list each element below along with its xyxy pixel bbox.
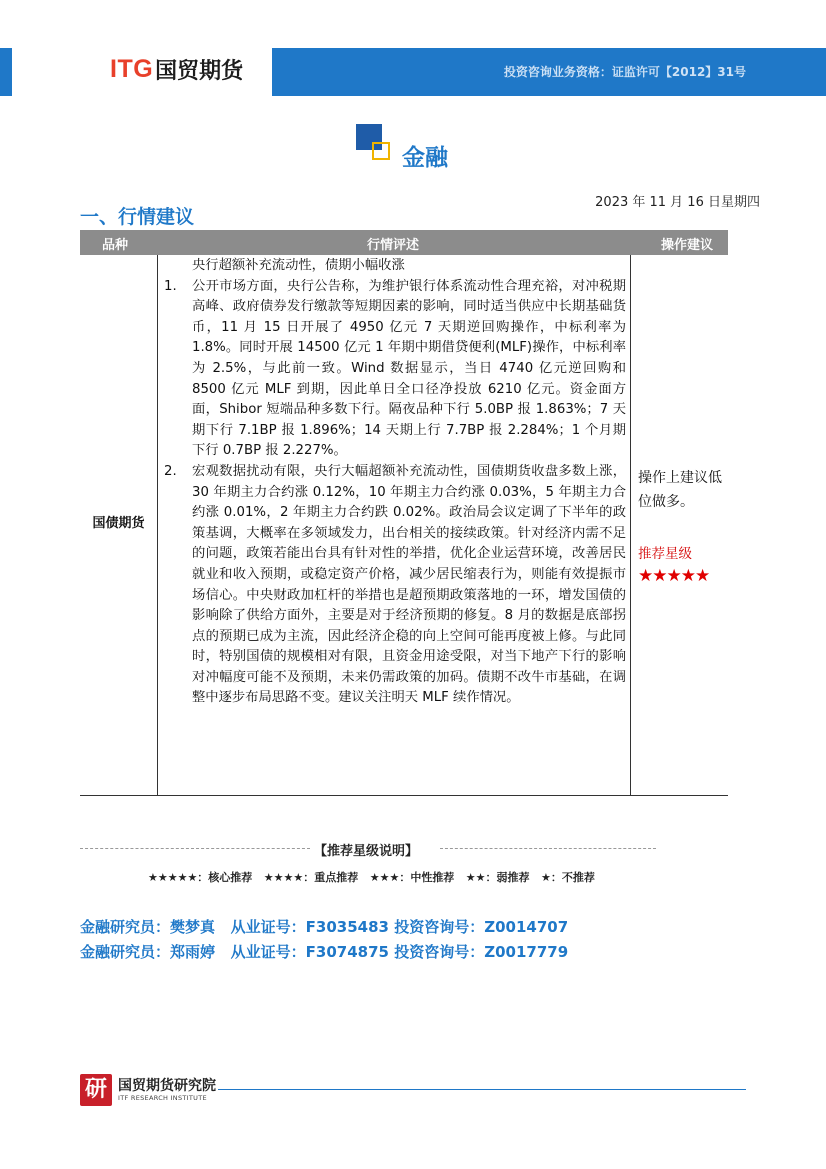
product-cell: 国债期货 — [92, 516, 145, 531]
legend-divider-left — [80, 848, 310, 849]
comment-item-text: 宏观数据扰动有限，央行大幅超额补充流动性，国债期货收盘多数上涨，30 年期主力合约涨 0.12%，10 年期主力合约涨 0.03%，5 年期主力合约涨 0.01%，2 年期主力合约跌 0.02%。政治局会议定调了下半年的政策基调，大概率在多领域发力，出台相关的接续政策。针对经济内需不足的问题，政策若能出台具有针对性的举措，优化企业运营环境，改善居民就业和收入预期，或稳定资产价格，减少居民缩表行为，则能有效提振市场信心。中央财政加杠杆的举措也是超预期政策落地的一环，增发国债的影响除了供给方面外，主要是对于经济预期的修复。8 月的数据是底部拐点的预期已成为主流，因此经济企稳的向上空间可能再度被上修。与此同时，特别国债的规模相对有限，且资金用途受限，对当下地产下行的影响对冲幅度可能不及预期，未来仍需政策的加码。债期不改牛市基础，在调整中逐步布局思路不变。建议关注明天 MLF 续作情况。 — [192, 463, 626, 706]
comment-item-number: 1. — [164, 278, 177, 294]
comment-item-number: 2. — [164, 463, 177, 479]
comment-cell — [164, 256, 626, 709]
advice-text: 操作上建议低位做多。 — [638, 470, 722, 510]
table-bottom-border — [80, 795, 728, 796]
table-divider-1 — [157, 255, 158, 795]
footer-rule — [218, 1089, 746, 1090]
logo-cn: 国贸期货 — [155, 58, 244, 84]
col-header-advice: 操作建议 — [661, 238, 714, 253]
license-text: 投资咨询业务资格：证监许可【2012】31号 — [503, 65, 746, 79]
table-divider-2 — [630, 255, 631, 795]
researcher-line: 金融研究员：郑雨婷 从业证号：F3074875 投资咨询号：Z0017779 — [80, 943, 569, 961]
report-date: 2023 年 11 月 16 日星期四 — [595, 195, 760, 210]
rating-label: 推荐星级 — [638, 546, 692, 562]
institute-logo-icon: 研 — [80, 1074, 112, 1106]
comment-item — [164, 277, 626, 462]
page-heading: 一、行情建议 — [80, 206, 195, 228]
section-outline-square-icon — [372, 142, 390, 160]
table-header — [80, 230, 728, 255]
institute-name-cn: 国贸期货研究院 — [118, 1078, 216, 1094]
comment-item — [164, 462, 626, 709]
col-header-comment: 行情评述 — [367, 238, 420, 253]
company-logo — [110, 54, 243, 84]
legend-divider-right — [440, 848, 656, 849]
institute-name-en: ITF RESEARCH INSTITUTE — [118, 1094, 207, 1102]
comment-lead: 央行超额补充流动性，债期小幅收涨 — [192, 258, 405, 273]
col-header-product: 品种 — [102, 238, 129, 253]
comment-list — [164, 277, 626, 709]
logo-itg: ITG — [110, 54, 154, 83]
legend-text: ★★★★★：核心推荐 ★★★★：重点推荐 ★★★：中性推荐 ★★：弱推荐 ★：不推荐 — [148, 871, 595, 884]
comment-item-text: 公开市场方面，央行公告称，为维护银行体系流动性合理充裕，对冲税期高峰、政府债券发行缴款等短期因素的影响，同时适当供应中长期基础货币，11 月 15 日开展了 4950 亿元 7 天期逆回购操作，中标利率为 1.8%。同时开展 14500 亿元 1 年期中期借贷便利(MLF)操作，中标利率为 2.5%，与此前一致。Wind 数据显示，当日 4740 亿元逆回购和 8500 亿元 MLF 到期，因此单日全口径净投放 6210 亿元。资金面方面，Shibor 短端品种多数下行。隔夜品种下行 5.0BP 报 1.863%；7 天期下行 7.1BP 报 1.896%；14 天期上行 7.7BP 报 2.284%；1 个月期下行 0.7BP 报 2.227%。 — [192, 278, 626, 459]
researcher-line: 金融研究员：樊梦真 从业证号：F3035483 投资咨询号：Z0014707 — [80, 918, 569, 936]
header-stripe — [0, 48, 12, 96]
rating-stars-icon: ★★★★★ — [638, 566, 710, 586]
legend-title: 【推荐星级说明】 — [310, 840, 422, 859]
section-title: 金融 — [402, 145, 448, 171]
